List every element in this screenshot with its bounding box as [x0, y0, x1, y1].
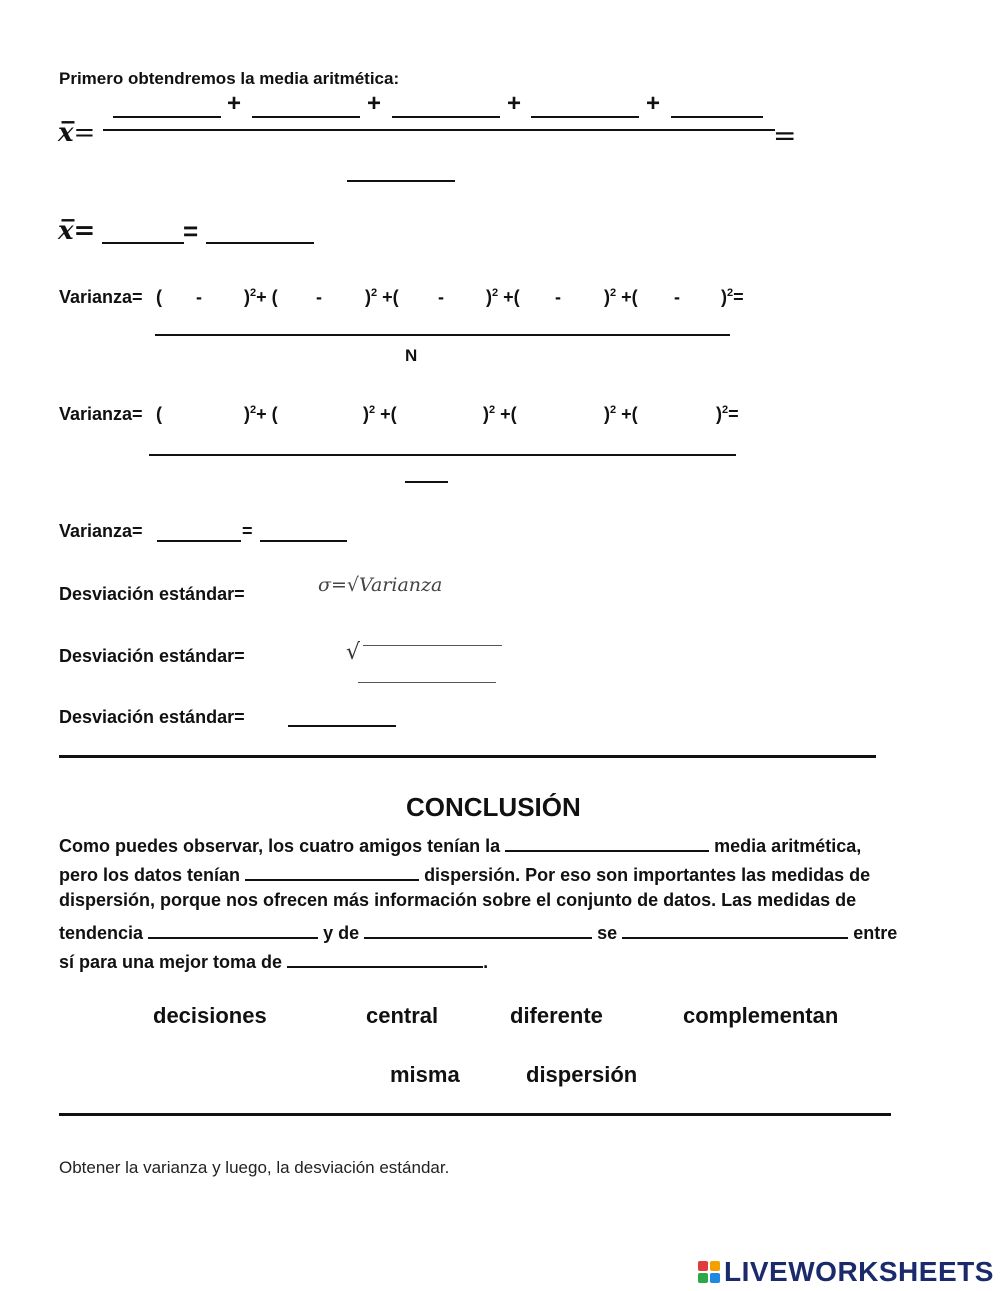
- term-close: )$^2$ +(: [604, 404, 638, 424]
- word-bank-item[interactable]: misma: [390, 1062, 460, 1087]
- term-close: )$^2$+ (: [244, 404, 278, 424]
- word-bank-item[interactable]: decisiones: [153, 1003, 267, 1028]
- plus-sign: +: [646, 90, 661, 117]
- minus: -: [674, 287, 680, 307]
- minus: -: [555, 287, 561, 307]
- brand-mark-icon: [698, 1261, 720, 1283]
- std-label: Desviación estándar=: [59, 707, 245, 727]
- word-bank-item[interactable]: central: [366, 1003, 439, 1028]
- variance-denominator: N: [405, 346, 418, 365]
- mean-symbol: x̅=: [58, 118, 96, 148]
- section-divider: [59, 755, 876, 758]
- conclusion-title: CONCLUSIÓN: [406, 792, 581, 822]
- mean-blank-3[interactable]: [392, 116, 500, 118]
- mean-denominator-blank[interactable]: [347, 180, 455, 182]
- paren: (: [156, 287, 162, 307]
- mean-equals: =: [773, 119, 797, 152]
- conclusion-line-5: sí para una mejor toma de .: [59, 948, 488, 973]
- mean-result-blank-2[interactable]: [206, 242, 314, 244]
- mean-fraction-bar: [103, 129, 775, 131]
- term-close-final: )$^2$=: [716, 404, 739, 424]
- mean-result-symbol: x̅=: [58, 216, 96, 246]
- minus: -: [196, 287, 202, 307]
- plus-sign: +: [367, 90, 382, 117]
- minus: -: [316, 287, 322, 307]
- mean-blank-5[interactable]: [671, 116, 763, 118]
- equals-sign: =: [242, 521, 253, 541]
- std-result-blank[interactable]: [288, 725, 396, 727]
- brand-name: LIVEWORKSHEETS: [724, 1256, 994, 1287]
- plus-sign: +: [227, 90, 242, 117]
- minus: -: [438, 287, 444, 307]
- paren: (: [156, 404, 162, 424]
- variance-label: Varianza=: [59, 287, 143, 307]
- sqrt-bar: [363, 645, 502, 646]
- section-divider: [59, 1113, 891, 1116]
- word-bank-item[interactable]: complementan: [683, 1003, 839, 1028]
- equals-sign: =: [183, 216, 199, 246]
- variance-result-blank-1[interactable]: [157, 540, 241, 542]
- plus-sign: +: [507, 90, 522, 117]
- word-bank-item[interactable]: dispersión: [526, 1062, 638, 1087]
- word-bank-item[interactable]: diferente: [510, 1003, 603, 1028]
- conclusion-line-4: tendencia y de se entre: [59, 919, 897, 944]
- term-close: )$^2$ +(: [604, 287, 638, 307]
- conclusion-line-3: dispersión, porque nos ofrecen más información sobre el conjunto de datos. Las medidas de: [59, 890, 857, 910]
- conclusion-line-1: Como puedes observar, los cuatro amigos tenían la media aritmética,: [59, 832, 861, 857]
- conclusion-blank-5[interactable]: [622, 919, 848, 939]
- term-close: )$^2$ +(: [483, 404, 517, 424]
- conclusion-blank-3[interactable]: [148, 919, 318, 939]
- variance-denominator-blank[interactable]: [405, 481, 448, 483]
- variance-label: Varianza=: [59, 521, 143, 541]
- term-close: )$^2$ +(: [363, 404, 397, 424]
- std-label: Desviación estándar=: [59, 584, 245, 604]
- variance-result-blank-2[interactable]: [260, 540, 347, 542]
- mean-blank-1[interactable]: [113, 116, 221, 118]
- sqrt-blank[interactable]: [358, 682, 496, 683]
- conclusion-line-2: pero los datos tenían dispersión. Por eso son importantes las medidas de: [59, 861, 870, 886]
- conclusion-blank-2[interactable]: [245, 861, 419, 881]
- instruction-text: Obtener la varianza y luego, la desviación estándar.: [59, 1158, 450, 1177]
- term-close: )$^2$ +(: [486, 287, 520, 307]
- conclusion-blank-6[interactable]: [287, 948, 483, 968]
- mean-intro: Primero obtendremos la media aritmética:: [59, 69, 400, 88]
- std-formula: σ=√Varianza: [318, 574, 443, 596]
- brand-logo: [698, 1256, 994, 1288]
- term-close: )$^2$ +(: [365, 287, 399, 307]
- conclusion-blank-1[interactable]: [505, 832, 709, 852]
- conclusion-blank-4[interactable]: [364, 919, 592, 939]
- term-close-final: )$^2$=: [721, 287, 744, 307]
- term-close: )$^2$+ (: [244, 287, 278, 307]
- sqrt-icon: √: [346, 640, 361, 665]
- mean-blank-2[interactable]: [252, 116, 360, 118]
- mean-blank-4[interactable]: [531, 116, 639, 118]
- variance-label: Varianza=: [59, 404, 143, 424]
- std-label: Desviación estándar=: [59, 646, 245, 666]
- variance-fraction-bar: [149, 454, 736, 456]
- variance-fraction-bar: [155, 334, 730, 336]
- mean-result-blank-1[interactable]: [102, 242, 184, 244]
